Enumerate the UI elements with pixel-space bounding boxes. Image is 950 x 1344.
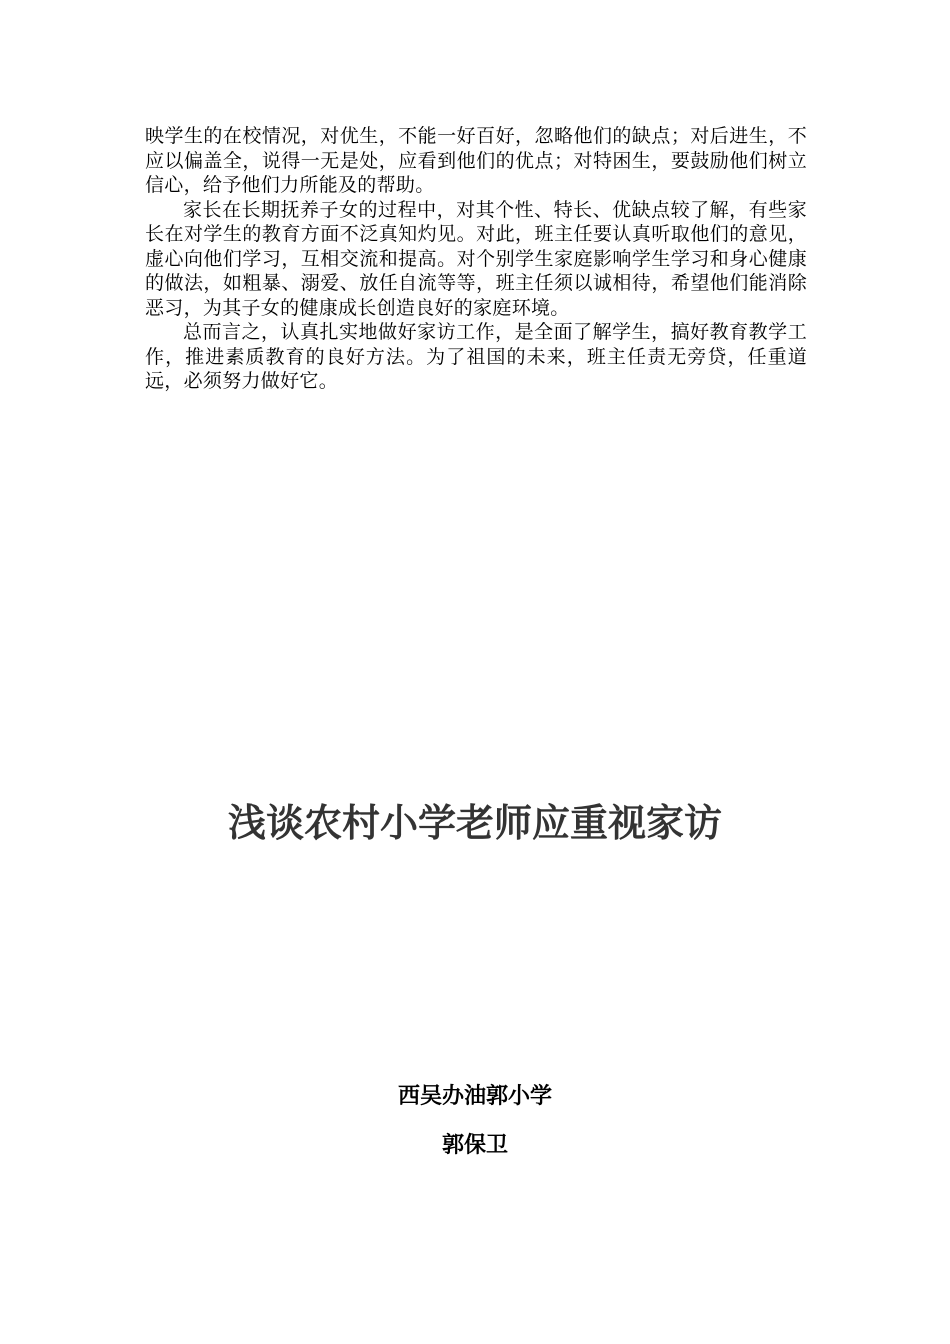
paragraph-parents: 家长在长期抚养子女的过程中，对其个性、特长、优缺点较了解，有些家长在对学生的教育方面不泛真知灼见。对此，班主任要认真听取他们的意见，虚心向他们学习，互相交流和提高。对个别学生家庭影响学生学习和身心健康的做法，如粗暴、溺爱、放任自流等等，班主任须以诚相待，希望他们能消除恶习，为其子女的健康成长创造良好的家庭环境。 bbox=[145, 198, 807, 319]
school-name: 西吴办油郭小学 bbox=[397, 1083, 552, 1109]
document-title: 浅谈农村小学老师应重视家访 bbox=[227, 801, 722, 845]
paragraph-conclusion: 总而言之，认真扎实地做好家访工作，是全面了解学生，搞好教育教学工作，推进素质教育的良好方法。为了祖国的未来，班主任责无旁贷，任重道远，必须努力做好它。 bbox=[145, 321, 807, 392]
paragraph-continuation: 映学生的在校情况，对优生，不能一好百好，忽略他们的缺点；对后进生，不应以偏盖全，说得一无是处，应看到他们的优点；对特困生，要鼓励他们树立信心，给予他们力所能及的帮助。 bbox=[145, 125, 807, 196]
body-text bbox=[145, 124, 807, 394]
author-name: 郭保卫 bbox=[441, 1132, 508, 1158]
